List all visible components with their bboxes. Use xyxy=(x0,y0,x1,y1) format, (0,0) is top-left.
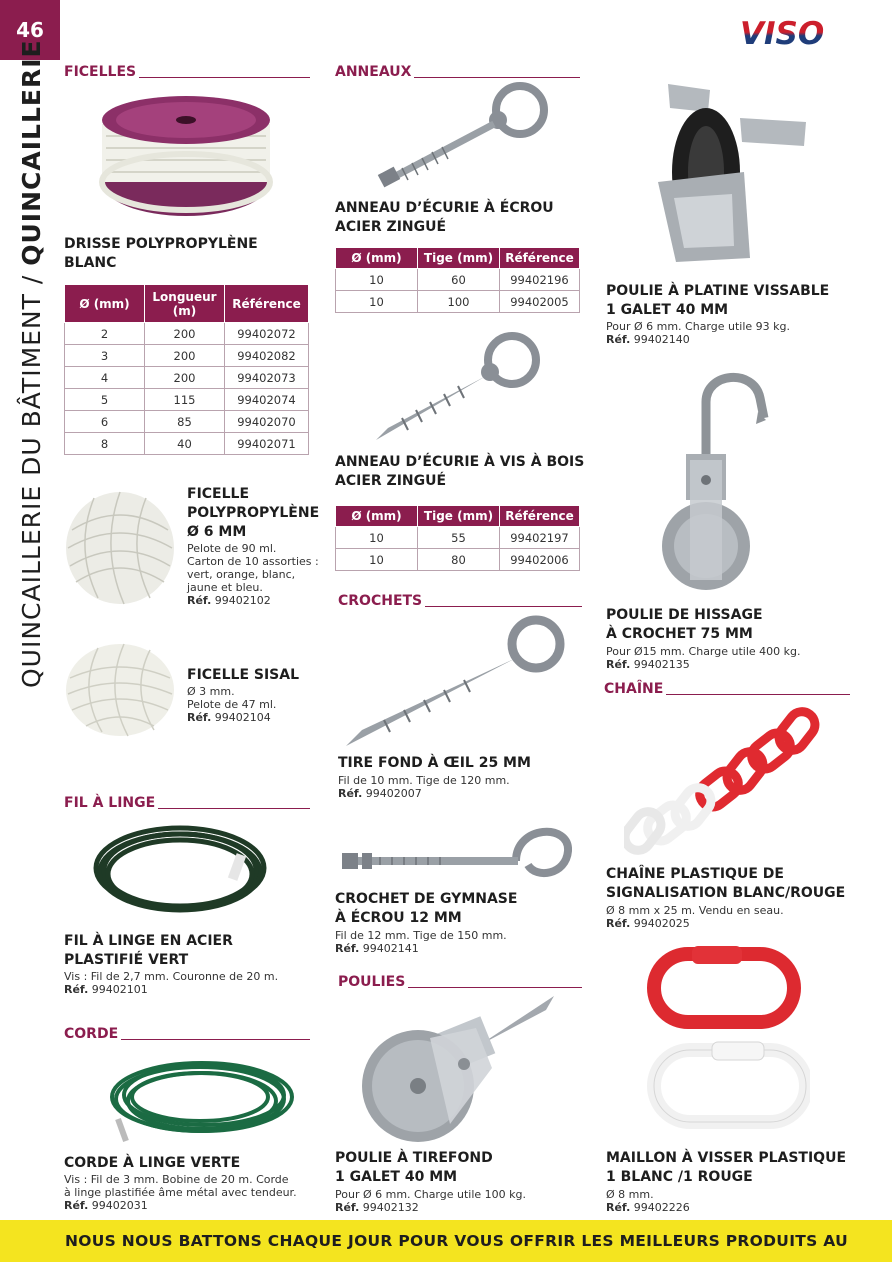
tire-fond-image xyxy=(344,614,570,748)
col-header: Tige (mm) xyxy=(418,506,500,527)
section-title: POULIES xyxy=(338,974,406,990)
desc-line: Pour Ø 6 mm. Charge utile 93 kg. xyxy=(606,320,791,333)
cell: 3 xyxy=(65,345,145,367)
cell: 99402082 xyxy=(225,345,309,367)
cell: 100 xyxy=(418,291,500,313)
title-line: SIGNALISATION BLANC/ROUGE xyxy=(606,885,846,901)
desc-line: Ø 8 mm x 25 m. Vendu en seau. xyxy=(606,904,784,917)
ref-label: Réf. xyxy=(606,917,631,930)
cell: 10 xyxy=(336,291,418,313)
section-rule xyxy=(139,77,310,78)
table-row xyxy=(336,549,580,571)
cell: 99402006 xyxy=(500,549,580,571)
vertical-category-title xyxy=(14,39,50,688)
ref-value: 99402025 xyxy=(633,917,690,930)
poulie-platine-title xyxy=(606,282,829,320)
fil-linge-desc xyxy=(64,970,278,996)
cell: 40 xyxy=(145,433,225,455)
ref-line xyxy=(606,333,790,346)
anneau-vis-image xyxy=(372,332,550,444)
section-poulies xyxy=(338,972,582,990)
title-line: MAILLON À VISSER PLASTIQUE xyxy=(606,1150,847,1166)
section-rule xyxy=(666,694,850,695)
drisse-title xyxy=(64,235,258,273)
table-row xyxy=(65,411,309,433)
table-row xyxy=(336,291,580,313)
cell: 99402005 xyxy=(500,291,580,313)
desc-line: Fil de 10 mm. Tige de 120 mm. xyxy=(338,774,510,787)
cell: 80 xyxy=(418,549,500,571)
corde-desc xyxy=(64,1173,297,1212)
cell: 200 xyxy=(145,323,225,345)
cell: 85 xyxy=(145,411,225,433)
tire-fond-desc xyxy=(338,774,510,800)
col-header: Ø (mm) xyxy=(336,248,418,269)
ref-line xyxy=(187,594,319,607)
tire-fond-title: TIRE FOND À ŒIL 25 MM xyxy=(338,755,531,771)
ref-value: 99402031 xyxy=(91,1199,148,1212)
ref-line xyxy=(606,917,784,930)
drisse-spool-image xyxy=(96,92,276,220)
ref-value: 99402007 xyxy=(365,787,422,800)
cell: 99402073 xyxy=(225,367,309,389)
cell: 60 xyxy=(418,269,500,291)
desc-line: Fil de 12 mm. Tige de 150 mm. xyxy=(335,929,507,942)
poulie-tirefond-image xyxy=(360,994,556,1146)
desc-line: Pelote de 47 ml. xyxy=(187,698,277,711)
corde-coil-image xyxy=(96,1055,296,1147)
ref-value: 99402140 xyxy=(633,333,690,346)
ref-label: Réf. xyxy=(606,333,631,346)
corde-title: CORDE À LINGE VERTE xyxy=(64,1155,241,1171)
ref-value: 99402132 xyxy=(362,1201,419,1214)
title-line: FIL À LINGE EN ACIER xyxy=(64,933,233,949)
cell: 99402196 xyxy=(500,269,580,291)
anneau-vis-table xyxy=(335,505,580,571)
section-crochets xyxy=(338,591,582,609)
poulie-tirefond-desc xyxy=(335,1188,526,1214)
ref-line xyxy=(335,942,507,955)
col-header: Longueur (m) xyxy=(145,285,225,323)
chaine-plastique-image xyxy=(624,706,820,856)
desc-line: Ø 8 mm. xyxy=(606,1188,654,1201)
ref-value: 99402135 xyxy=(633,658,690,671)
ref-line xyxy=(64,1199,297,1212)
title-line: CROCHET DE GYMNASE xyxy=(335,891,518,907)
maillon-desc xyxy=(606,1188,690,1214)
ref-label: Réf. xyxy=(187,594,212,607)
ref-label: Réf. xyxy=(64,1199,89,1212)
category-bold: QUINCAILLERIE xyxy=(17,39,46,266)
col-header: Référence xyxy=(500,248,580,269)
ref-value: 99402226 xyxy=(633,1201,690,1214)
ref-label: Réf. xyxy=(187,711,212,724)
title-line: DRISSE POLYPROPYLÈNE xyxy=(64,236,258,252)
page-number: 46 xyxy=(0,0,60,60)
col-header: Ø (mm) xyxy=(336,506,418,527)
viso-logo xyxy=(738,14,850,50)
section-ficelles xyxy=(64,62,310,80)
ficelle-sisal-title: FICELLE SISAL xyxy=(187,667,300,683)
section-rule xyxy=(121,1039,310,1040)
desc-line: à linge plastifiée âme métal avec tendeur. xyxy=(64,1186,297,1199)
crochet-gym-title xyxy=(335,890,517,928)
ref-line xyxy=(338,787,510,800)
footer-banner xyxy=(0,1220,892,1262)
fil-linge-coil-image xyxy=(92,820,268,920)
footer-text: NOUS NOUS BATTONS CHAQUE JOUR POUR VOUS OFFRIR LES MEILLEURS PRODUITS AU xyxy=(65,1232,848,1250)
cell: 99402070 xyxy=(225,411,309,433)
chaine-plastique-title xyxy=(606,865,845,903)
title-line: 1 BLANC /1 ROUGE xyxy=(606,1169,753,1185)
table-row xyxy=(65,345,309,367)
cell: 4 xyxy=(65,367,145,389)
ref-line xyxy=(64,983,278,996)
title-line: FICELLE xyxy=(187,486,250,502)
cell: 55 xyxy=(418,527,500,549)
ref-value: 99402141 xyxy=(362,942,419,955)
title-line: ANNEAU D’ÉCURIE À ÉCROU xyxy=(335,200,554,216)
crochet-gym-image xyxy=(340,815,572,881)
ficelle-pp-title xyxy=(187,485,319,542)
section-rule xyxy=(425,606,582,607)
title-line: 1 GALET 40 MM xyxy=(606,302,729,318)
cell: 10 xyxy=(336,527,418,549)
cell: 10 xyxy=(336,549,418,571)
desc-line: vert, orange, blanc, xyxy=(187,568,296,581)
col-header: Tige (mm) xyxy=(418,248,500,269)
maillon-title xyxy=(606,1149,846,1187)
title-line: CHAÎNE PLASTIQUE DE xyxy=(606,866,784,882)
ref-label: Réf. xyxy=(64,983,89,996)
title-line: POULIE À PLATINE VISSABLE xyxy=(606,283,830,299)
crochet-gym-desc xyxy=(335,929,507,955)
section-title: ANNEAUX xyxy=(335,64,412,80)
table-row xyxy=(65,389,309,411)
drisse-table xyxy=(64,284,309,455)
desc-line: Vis : Fil de 3 mm. Bobine de 20 m. Corde xyxy=(64,1173,289,1186)
cell: 99402071 xyxy=(225,433,309,455)
poulie-platine-image xyxy=(640,82,810,268)
section-chaine xyxy=(604,679,850,697)
category-light: QUINCAILLERIE DU BÂTIMENT xyxy=(17,293,46,688)
col-header: Référence xyxy=(500,506,580,527)
section-title: CHAÎNE xyxy=(604,681,664,697)
desc-line: Ø 3 mm. xyxy=(187,685,235,698)
table-row xyxy=(65,367,309,389)
fil-linge-title xyxy=(64,932,233,970)
ficelle-sisal-desc xyxy=(187,685,276,724)
ref-line xyxy=(335,1201,526,1214)
ref-value: 99402104 xyxy=(214,711,271,724)
section-title: CROCHETS xyxy=(338,593,423,609)
chaine-plastique-desc xyxy=(606,904,784,930)
section-fil-a-linge xyxy=(64,793,310,811)
ficelle-sisal-ball-image xyxy=(64,642,176,738)
cell: 2 xyxy=(65,323,145,345)
section-title: FIL À LINGE xyxy=(64,795,156,811)
poulie-tirefond-title xyxy=(335,1149,493,1187)
title-line: À ÉCROU 12 MM xyxy=(335,910,462,926)
table-row xyxy=(336,527,580,549)
desc-line: Carton de 10 assorties : xyxy=(187,555,319,568)
cell: 5 xyxy=(65,389,145,411)
ref-value: 99402102 xyxy=(214,594,271,607)
title-line: BLANC xyxy=(64,255,117,271)
cell: 99402072 xyxy=(225,323,309,345)
title-line: POLYPROPYLÈNE xyxy=(187,505,320,521)
title-line: À CROCHET 75 MM xyxy=(606,626,753,642)
brand-text: VISO xyxy=(740,16,825,50)
cell: 10 xyxy=(336,269,418,291)
title-line: ACIER ZINGUÉ xyxy=(335,473,447,489)
title-line: POULIE DE HISSAGE xyxy=(606,607,763,623)
ref-label: Réf. xyxy=(338,787,363,800)
anneau-vis-title xyxy=(335,453,584,491)
cell: 200 xyxy=(145,345,225,367)
ref-line xyxy=(606,658,801,671)
ref-label: Réf. xyxy=(606,658,631,671)
title-line: Ø 6 MM xyxy=(187,524,247,540)
title-line: PLASTIFIÉ VERT xyxy=(64,952,189,968)
anneau-ecrou-title xyxy=(335,199,554,237)
section-title: CORDE xyxy=(64,1026,119,1042)
section-title: FICELLES xyxy=(64,64,137,80)
title-line: 1 GALET 40 MM xyxy=(335,1169,458,1185)
section-rule xyxy=(158,808,310,809)
section-anneaux xyxy=(335,62,580,80)
desc-line: Pelote de 90 ml. xyxy=(187,542,277,555)
table-row xyxy=(65,433,309,455)
cell: 115 xyxy=(145,389,225,411)
poulie-platine-desc xyxy=(606,320,790,346)
table-row xyxy=(336,269,580,291)
title-line: ANNEAU D’ÉCURIE À VIS À BOIS xyxy=(335,454,585,470)
anneau-ecrou-table xyxy=(335,247,580,313)
poulie-hissage-desc xyxy=(606,645,801,671)
ref-value: 99402101 xyxy=(91,983,148,996)
ref-label: Réf. xyxy=(335,942,360,955)
category-separator: / xyxy=(17,265,46,294)
section-corde xyxy=(64,1024,310,1042)
ref-label: Réf. xyxy=(335,1201,360,1214)
poulie-hissage-title xyxy=(606,606,763,644)
desc-line: Pour Ø15 mm. Charge utile 400 kg. xyxy=(606,645,801,658)
ref-label: Réf. xyxy=(606,1201,631,1214)
cell: 8 xyxy=(65,433,145,455)
cell: 99402074 xyxy=(225,389,309,411)
desc-line: jaune et bleu. xyxy=(187,581,263,594)
ref-line xyxy=(187,711,276,724)
table-row xyxy=(65,323,309,345)
cell: 99402197 xyxy=(500,527,580,549)
ref-line xyxy=(606,1201,690,1214)
section-rule xyxy=(408,987,582,988)
cell: 6 xyxy=(65,411,145,433)
ficelle-pp-ball-image xyxy=(64,490,176,606)
section-rule xyxy=(414,77,580,78)
maillon-image xyxy=(646,940,810,1132)
anneau-ecrou-image xyxy=(372,82,558,192)
poulie-hissage-image xyxy=(660,368,770,594)
col-header: Référence xyxy=(225,285,309,323)
ficelle-pp-desc xyxy=(187,542,319,607)
desc-line: Vis : Fil de 2,7 mm. Couronne de 20 m. xyxy=(64,970,279,983)
cell: 200 xyxy=(145,367,225,389)
title-line: ACIER ZINGUÉ xyxy=(335,219,447,235)
col-header: Ø (mm) xyxy=(65,285,145,323)
title-line: POULIE À TIREFOND xyxy=(335,1150,493,1166)
desc-line: Pour Ø 6 mm. Charge utile 100 kg. xyxy=(335,1188,527,1201)
